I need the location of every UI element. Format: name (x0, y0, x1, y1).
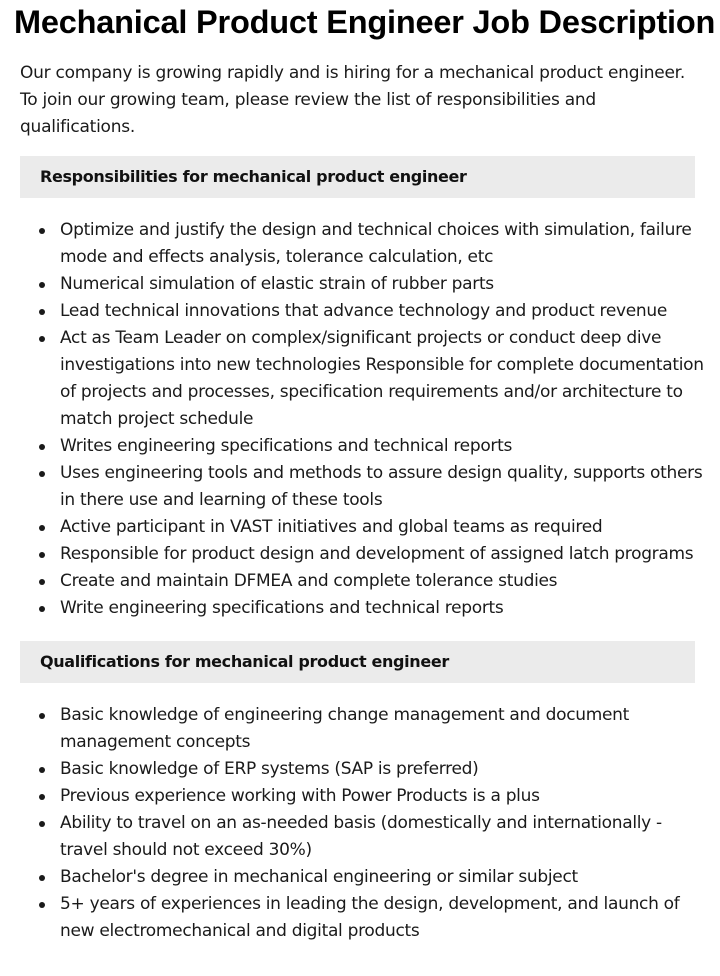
qualification-item: Basic knowledge of ERP systems (SAP is preferred) (60, 756, 710, 783)
responsibilities-list (20, 217, 710, 622)
qualification-item: 5+ years of experiences in leading the design, development, and launch of new electromechanical and digital products (60, 891, 710, 945)
responsibility-item: Create and maintain DFMEA and complete tolerance studies (60, 568, 710, 595)
responsibility-item: Lead technical innovations that advance technology and product revenue (60, 298, 710, 325)
responsibility-item: Numerical simulation of elastic strain of rubber parts (60, 271, 710, 298)
responsibility-item: Act as Team Leader on complex/significant projects or conduct deep dive investigations into new technologies Responsible for complete documentation of projects and processes, specification requirements and/or architecture to match project schedule (60, 325, 710, 433)
responsibility-item: Uses engineering tools and methods to assure design quality, supports others in there use and learning of these tools (60, 460, 710, 514)
responsibility-item: Responsible for product design and development of assigned latch programs (60, 541, 710, 568)
responsibility-item: Active participant in VAST initiatives and global teams as required (60, 514, 710, 541)
responsibility-item: Optimize and justify the design and technical choices with simulation, failure mode and effects analysis, tolerance calculation, etc (60, 217, 710, 271)
qualifications-list (20, 702, 710, 945)
qualification-item: Previous experience working with Power Products is a plus (60, 783, 710, 810)
qualifications-heading: Qualifications for mechanical product engineer (20, 641, 695, 683)
page-title: Mechanical Product Engineer Job Description (14, 4, 716, 40)
intro-paragraph: Our company is growing rapidly and is hiring for a mechanical product engineer. To join our growing team, please review the list of responsibilities and qualifications. (20, 63, 685, 137)
responsibilities-heading: Responsibilities for mechanical product engineer (20, 156, 695, 198)
responsibility-item: Write engineering specifications and technical reports (60, 595, 710, 622)
responsibility-item: Writes engineering specifications and technical reports (60, 433, 710, 460)
qualification-item: Bachelor's degree in mechanical engineering or similar subject (60, 864, 710, 891)
qualification-item: Basic knowledge of engineering change management and document management concepts (60, 702, 710, 756)
qualification-item: Ability to travel on an as-needed basis (domestically and internationally - travel should not exceed 30%) (60, 810, 710, 864)
